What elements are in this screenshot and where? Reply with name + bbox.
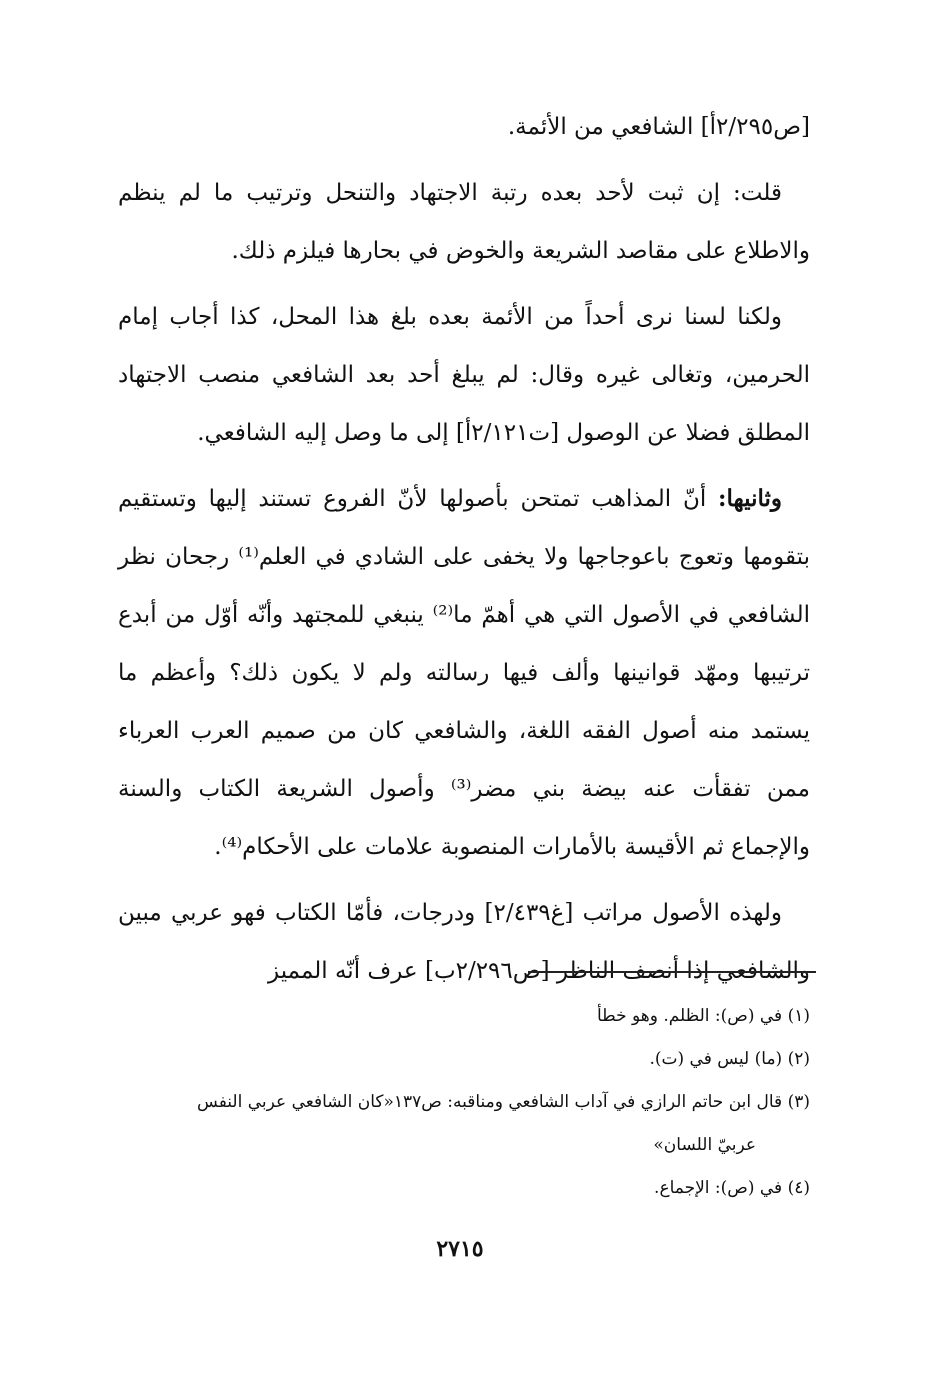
paragraph-2 <box>118 164 810 280</box>
footnote-4: (٤) في (ص): الإجماع. <box>654 1178 810 1198</box>
paragraph-2-text: قلت: إن ثبت لأحد بعده رتبة الاجتهاد والتنحل وترتيب ما لم ينظم والاطلاع على مقاصد الشريعة والخوض في بحارها فيلزم ذلك. <box>118 180 810 264</box>
paragraph-5-text: ولهذه الأصول مراتب [غ٢/٤٣٩] ودرجات، فأمّا الكتاب فهو عربي مبين والشافعي إذا أنصف الناظر [ص٢/٢٩٦ب] عرف أنّه المميز <box>118 900 810 984</box>
footnotes-section <box>110 995 810 1210</box>
paragraph-4-text: أنّ المذاهب تمتحن بأصولها لأنّ الفروع تستند إليها وتستقيم بتقومها وتعوج باعوجاجها ولا يخفى على الشادي في العلم⁽¹⁾ رجحان نظر الشافعي في الأصول التي هي أهمّ ما⁽²⁾ ينبغي للمجتهد وأنّه أوّل من أبدع ترتيبها ومهّد قوانينها وألف فيها رسالته ولم لا يكون ذلك؟ وأعظم ما يستمد منه أصول الفقه اللغة، والشافعي كان من صميم العرب العرباء ممن تفقأت عنه بيضة بني مضر⁽³⁾ وأصول الشريعة الكتاب والسنة والإجماع ثم الأقيسة بالأمارات المنصوبة علامات على الأحكام⁽⁴⁾. <box>118 486 810 860</box>
paragraph-5 <box>118 884 810 1000</box>
paragraph-3 <box>118 288 810 462</box>
paragraph-4-lead: وثانيها: <box>718 485 782 512</box>
paragraph-3-text: ولكنا لسنا نرى أحداً من الأئمة بعده بلغ هذا المحل، كذا أجاب إمام الحرمين، وتغالى غيره وقال: لم يبلغ أحد بعد الشافعي منصب الاجتهاد المطلق فضلا عن الوصول [ت٢/١٢١أ] إلى ما وصل إليه الشافعي. <box>118 304 810 446</box>
footnote-divider <box>528 971 816 973</box>
footnote-1: (١) في (ص): الظلم. وهو خطأ <box>596 1006 810 1026</box>
paragraph-1-text: [ص٢/٢٩٥أ] الشافعي من الأئمة. <box>507 114 810 140</box>
main-text-body <box>118 98 810 1000</box>
paragraph-1 <box>118 98 810 156</box>
page-number: ٢٧١٥ <box>436 1236 484 1262</box>
footnote-2: (٢) (ما) ليس في (ت). <box>649 1049 810 1069</box>
footnote-3: (٣) قال ابن حاتم الرازي في آداب الشافعي ومناقبه: ص١٣٧«كان الشافعي عربي النفس <box>197 1092 810 1112</box>
paragraph-4 <box>118 470 810 876</box>
footnote-3-continuation: عربيّ اللسان» <box>653 1135 756 1155</box>
